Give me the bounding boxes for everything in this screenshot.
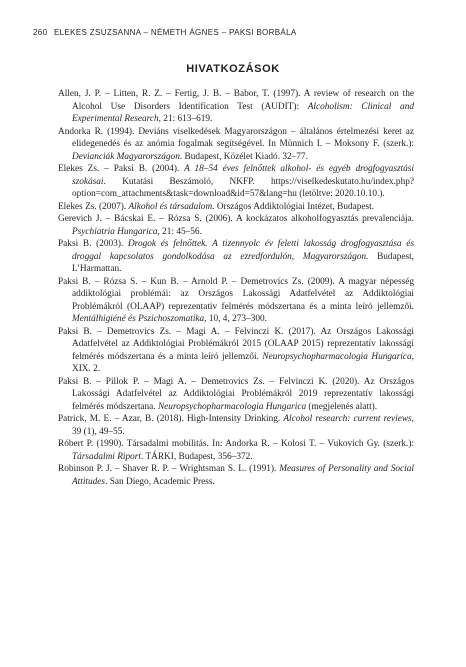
- reference-title: Alcoholism: Clinical and Experimental Research: [72, 101, 414, 124]
- reference-title: Devianciák Magyarországon: [72, 151, 180, 162]
- running-header: [33, 28, 297, 37]
- reference-text: Paksi B. – Pillok P. – Magi A. – Demetrovics Zs. – Felvinczi K. (2020). Az Országos Lakossági Adatfelvétel az Addiktológiai Problémákról 2019 reprezentatív lakossági felmérés módszertana.: [58, 376, 414, 412]
- reference-title: Neuropsychopharmacologia Hungarica: [262, 351, 412, 362]
- reference-text: , 39 (1), 49–55.: [72, 414, 414, 437]
- reference-text: . San Diego, Academic Press.: [105, 476, 215, 487]
- reference-text: Allen, J. P. – Litten, R. Z. – Fertig, J. B. – Babor, T. (1997). A review of research on the Alcohol Use Disorders Identification Test (AUDIT):: [58, 89, 414, 112]
- reference-entry: [58, 463, 414, 488]
- reference-entry: [58, 413, 414, 438]
- reference-title: Drogok és felnőttek. A tizennyolc év feletti lakosság drogfogyasztása és droggal kapcsolatos gondolkodása az ezredfordulón, Magyarországon: [72, 239, 414, 262]
- reference-title: Neuropsychopharmacologia Hungarica: [157, 401, 307, 412]
- reference-text: , 10, 4, 273–300.: [204, 314, 267, 324]
- reference-text: Gerevich J. – Bácskai E. – Rózsa S. (2006). A kockázatos alkoholfogyasztás prevalenciája.: [58, 214, 414, 224]
- reference-title: Társadalmi Riport: [72, 451, 141, 462]
- reference-text: Elekes Zs. (2007).: [58, 201, 129, 212]
- reference-text: , XIX. 2.: [72, 351, 414, 374]
- reference-text: Elekes Zs. – Paksi B. (2004).: [58, 164, 185, 174]
- reference-text: Andorka R. (1994). Deviáns viselkedések Magyarországon – általános értelmezési keret az elidegenedés és az anómia fogalmak segítségével. In Münnich I. – Moksony F. (szerk.):: [58, 126, 414, 149]
- reference-title: A 18–54 éves felnőttek alkohol- és egyéb drogfogyasztási szokásai: [72, 164, 414, 187]
- reference-text: . Budapest, L’Harmattan.: [72, 251, 415, 274]
- reference-text: Robinson P. J. – Shaver R. P. – Wrightsman S. L. (1991).: [58, 464, 280, 474]
- reference-list: [58, 88, 414, 488]
- section-title: HIVATKOZÁSOK: [186, 63, 280, 75]
- reference-entry: [58, 238, 414, 276]
- reference-text: Paksi B. (2003).: [58, 239, 128, 249]
- reference-entry: [58, 201, 414, 214]
- reference-entry: [58, 126, 414, 164]
- reference-title: Measures of Personality and Social Attitudes: [72, 464, 414, 487]
- reference-entry: [58, 276, 414, 326]
- reference-entry: [58, 438, 414, 463]
- reference-title: Psychiatria Hungarica: [72, 226, 158, 237]
- reference-title: Mentálhigiéné és Pszichoszomatika: [72, 314, 205, 324]
- reference-title: Alcohol research: current reviews: [283, 414, 412, 424]
- header-authors: ELEKES ZSUZSANNA – NÉMETH ÁGNES – PAKSI BORBÁLA: [53, 28, 297, 37]
- reference-entry: [58, 88, 414, 126]
- reference-text: Róbert P. (1990). Társadalmi mobilitás. In: Andorka R. – Kolosi T. – Vukovich Gy. (szerk.):: [58, 439, 414, 449]
- reference-text: Paksi B. – Rózsa S. – Kun B. – Arnold P. – Demetrovics Zs. (2009). A magyar népesség addiktológiai problémái: az Országos Lakossági Adatfelvétel az Addiktológiai Problémákról (OLAAP) reprezentatív felmérés módszertana és a minta leíró jellemzői.: [58, 276, 414, 312]
- reference-text: , 21: 45–56.: [157, 226, 202, 237]
- reference-title: Alkohol és társadalom: [128, 201, 213, 212]
- reference-entry: [58, 163, 414, 201]
- page-number: 260: [33, 28, 48, 37]
- reference-text: . Budapest, Közélet Kiadó. 32–77.: [179, 151, 308, 162]
- reference-text: (megjelenés alatt).: [306, 401, 378, 412]
- reference-text: , 21: 613–619.: [158, 114, 213, 124]
- reference-text: Paksi B. – Demetrovics Zs. – Magi A. – Felvinczi K. (2017). Az Országos Lakossági Adatfelvétel az Addiktológiai Problémákról 2015 (OLAAP 2015) reprezentatív lakossági felmérés módszertana és a minta leíró jellemzői.: [58, 326, 414, 362]
- reference-entry: [58, 213, 414, 238]
- reference-entry: [58, 376, 414, 414]
- reference-entry: [58, 326, 414, 376]
- reference-text: . TÁRKI, Budapest, 356–372.: [140, 451, 253, 462]
- reference-text: . Kutatási Beszámoló, NKFP. https://viselkedeskutato.hu/index.php?option=com_attachments&task=download&id=57&lang=hu (letöltve: 2020.10.10.).: [72, 176, 414, 199]
- reference-text: Patrick, M. E. – Azar, B. (2018). High-Intensity Drinking.: [58, 414, 284, 424]
- reference-text: . Országos Addiktológiai Intézet, Budapest.: [212, 201, 375, 212]
